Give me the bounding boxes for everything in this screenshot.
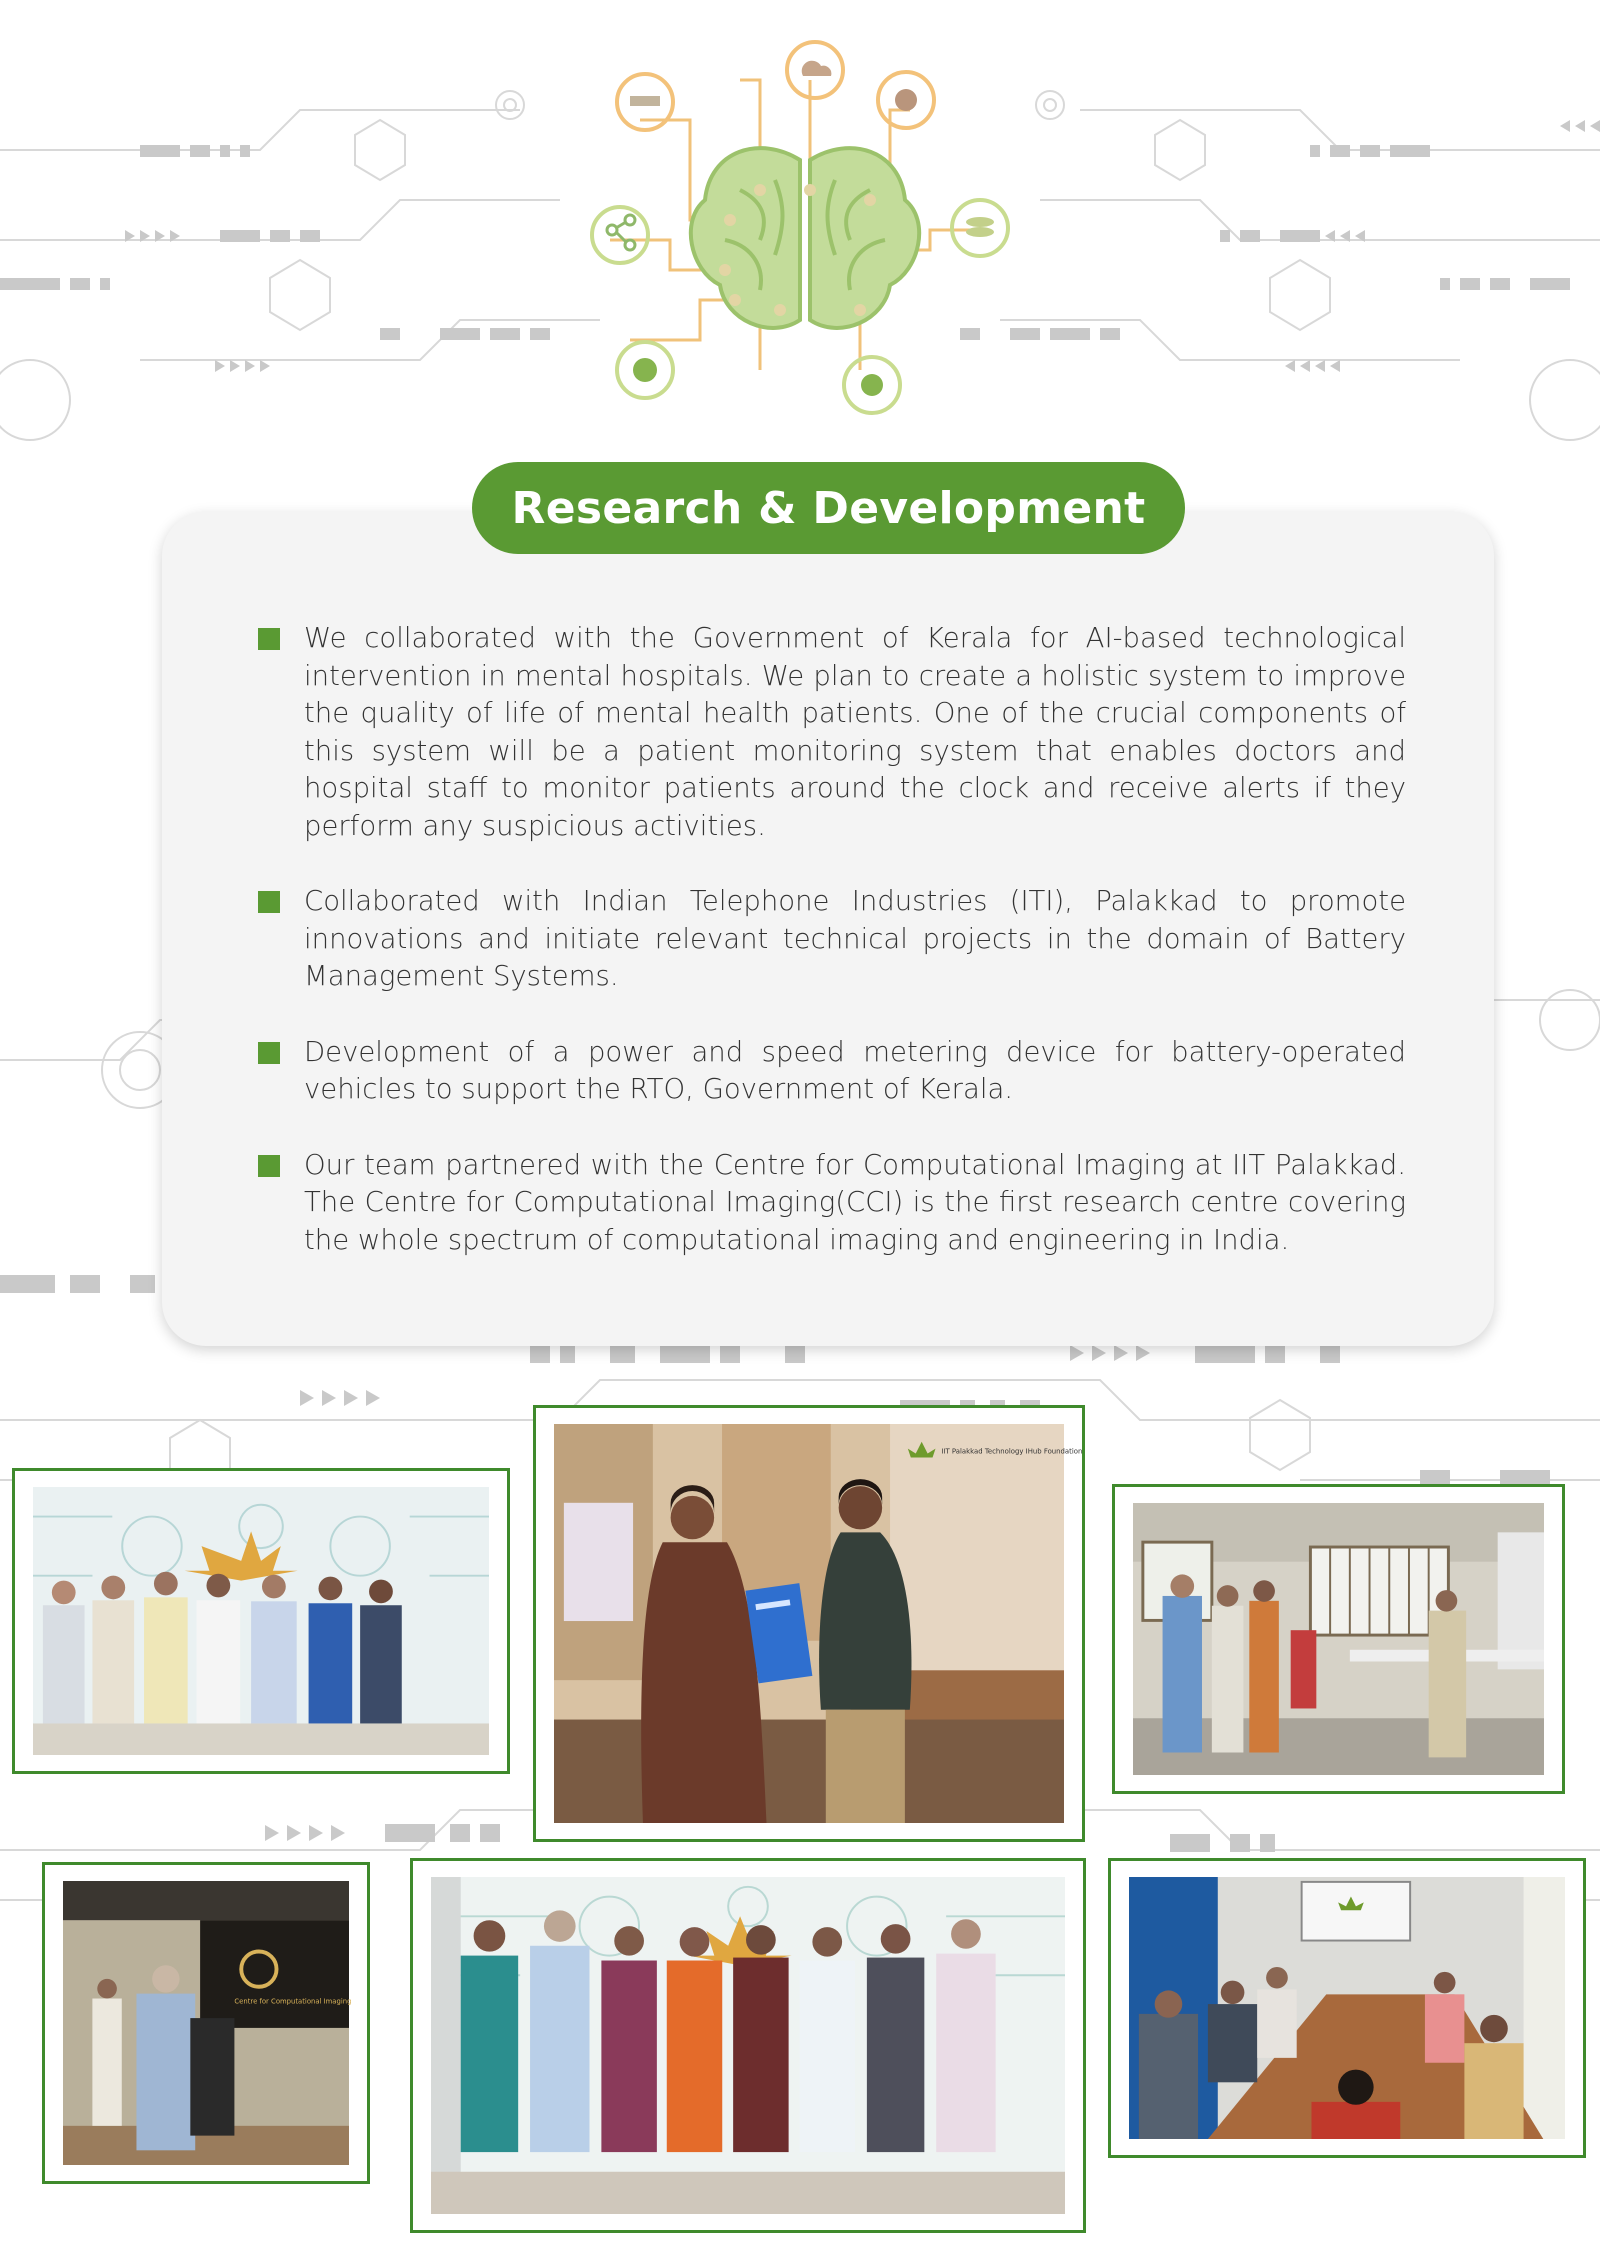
photo-lab-visit xyxy=(1112,1484,1565,1794)
backdrop-logo-text: IIT Palakkad Technology IHub Foundation xyxy=(941,1447,1083,1456)
photo-group-backdrop xyxy=(12,1468,510,1774)
square-bullet-icon xyxy=(258,1155,280,1177)
section-title-pill xyxy=(472,462,1185,554)
square-bullet-icon xyxy=(258,891,280,913)
photo-cci-plaque xyxy=(42,1862,370,2184)
list-item-text: Collaborated with Indian Telephone Industries (ITI), Palakkad to promote innovations and initiate relevant technical projects in the domain of Battery Management Systems. xyxy=(304,885,1406,992)
section-title: Research & Development xyxy=(511,482,1146,534)
list-item xyxy=(258,883,1406,996)
photo-mou-handover xyxy=(533,1405,1085,1842)
square-bullet-icon xyxy=(258,628,280,650)
cci-plaque-text: Centre for Computational Imaging xyxy=(234,1997,352,2006)
list-item-text: Our team partnered with the Centre for Computational Imaging at IIT Palakkad. The Centre for Computational Imaging(CCI) is the first research centre covering the whole spectrum of computational imaging and engineering in India. xyxy=(304,1148,1406,1256)
photo-meeting-room xyxy=(1108,1858,1586,2158)
content-card xyxy=(162,512,1494,1346)
brain-circuit-icon xyxy=(560,40,1040,420)
photo-group-second xyxy=(410,1858,1086,2233)
list-item xyxy=(258,620,1406,845)
list-item xyxy=(258,1147,1406,1260)
list-item-text: We collaborated with the Government of Kerala for AI-based technological intervention in mental hospitals. We plan to create a holistic system to improve the quality of life of mental health patients. One of the crucial components of this system will be a patient monitoring system that enables doctors and hospital staff to monitor patients around the clock and receive alerts if they perform any suspicious activities. xyxy=(304,622,1406,842)
list-item xyxy=(258,1034,1406,1109)
square-bullet-icon xyxy=(258,1042,280,1064)
list-item-text: Development of a power and speed metering device for battery-operated vehicles to support the RTO, Government of Kerala. xyxy=(304,1035,1406,1105)
bullet-list xyxy=(258,620,1406,1297)
